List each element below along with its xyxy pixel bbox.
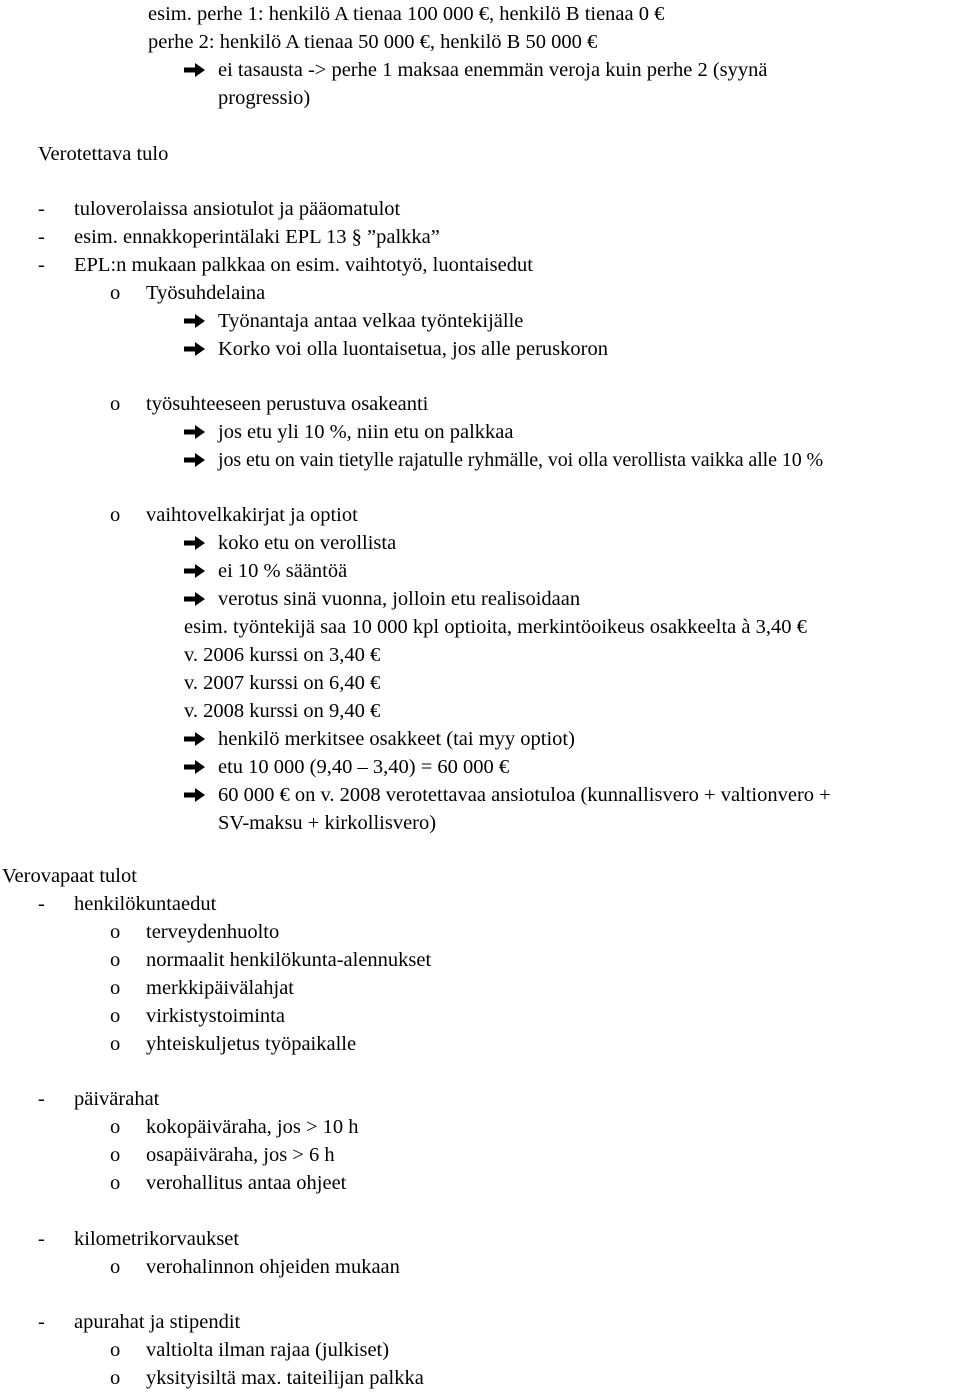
- right-arrow-icon: [184, 446, 206, 474]
- bullet-marker: o: [110, 1339, 121, 1361]
- bullet-marker: o: [110, 504, 121, 526]
- verotettava-bullet-3-arrow-2: ei 10 % sääntöä: [218, 560, 348, 582]
- right-arrow-icon: [184, 307, 206, 335]
- right-arrow-icon: [184, 529, 206, 557]
- section-heading-verovapaat: Verovapaat tulot: [2, 865, 137, 887]
- dash-marker: -: [38, 226, 45, 248]
- verotettava-bullet-2-arrow-2: jos etu on vain tietylle rajatulle ryhmälle, voi olla verollista vaikka alle 10 %: [218, 449, 824, 471]
- verovapaat-d1-item: virkistystoiminta: [146, 1005, 285, 1027]
- intro-arrow-text-cont: progressio): [218, 87, 311, 109]
- verovapaat-dash-4: apurahat ja stipendit: [74, 1311, 241, 1333]
- bullet-marker: o: [110, 1116, 121, 1138]
- verotettava-bullet-3-arrow-6-cont: SV-maksu + kirkollisvero): [218, 812, 437, 834]
- verovapaat-dash-2: päivärahat: [74, 1088, 160, 1110]
- right-arrow-icon: [184, 753, 206, 781]
- verotettava-bullet-3: vaihtovelkakirjat ja optiot: [146, 504, 358, 526]
- verovapaat-d2-item: kokopäiväraha, jos > 10 h: [146, 1116, 359, 1138]
- intro-line-1: esim. perhe 1: henkilö A tienaa 100 000 €, henkilö B tienaa 0 €: [148, 3, 665, 25]
- verovapaat-d3-item: verohalinnon ohjeiden mukaan: [146, 1256, 400, 1278]
- dash-marker: -: [38, 893, 45, 915]
- verotettava-example-line-4: v. 2008 kurssi on 9,40 €: [184, 700, 381, 722]
- dash-marker: -: [38, 1088, 45, 1110]
- verovapaat-d1-item: yhteiskuljetus työpaikalle: [146, 1033, 357, 1055]
- verotettava-example-line-1: esim. työntekijä saa 10 000 kpl optioita, merkintöoikeus osakkeelta à 3,40 €: [184, 616, 807, 638]
- bullet-marker: o: [110, 1256, 121, 1278]
- verovapaat-d4-item: yksityisiltä max. taiteilijan palkka: [146, 1367, 424, 1389]
- right-arrow-icon: [184, 418, 206, 446]
- intro-line-2: perhe 2: henkilö A tienaa 50 000 €, henkilö B 50 000 €: [148, 31, 598, 53]
- right-arrow-icon: [184, 781, 206, 809]
- verotettava-dash-3: EPL:n mukaan palkkaa on esim. vaihtotyö, luontaisedut: [74, 254, 533, 276]
- bullet-marker: o: [110, 949, 121, 971]
- verotettava-bullet-3-arrow-6: 60 000 € on v. 2008 verotettavaa ansiotuloa (kunnallisvero + valtionvero +: [218, 784, 831, 806]
- dash-marker: -: [38, 1311, 45, 1333]
- right-arrow-icon: [184, 56, 206, 84]
- right-arrow-icon: [184, 557, 206, 585]
- section-heading-verotettava: Verotettava tulo: [38, 143, 169, 165]
- right-arrow-icon: [184, 725, 206, 753]
- verovapaat-d2-item: osapäiväraha, jos > 6 h: [146, 1144, 335, 1166]
- verotettava-bullet-3-arrow-4: henkilö merkitsee osakkeet (tai myy optiot): [218, 728, 575, 750]
- intro-arrow-text: ei tasausta -> perhe 1 maksaa enemmän veroja kuin perhe 2 (syynä: [218, 59, 768, 81]
- verotettava-bullet-1-arrow-1: Työnantaja antaa velkaa työntekijälle: [218, 310, 524, 332]
- verovapaat-d1-item: terveydenhuolto: [146, 921, 280, 943]
- dash-marker: -: [38, 1228, 45, 1250]
- verotettava-bullet-3-arrow-3: verotus sinä vuonna, jolloin etu realisoidaan: [218, 588, 581, 610]
- dash-marker: -: [38, 254, 45, 276]
- verovapaat-d1-item: merkkipäivälahjat: [146, 977, 294, 999]
- bullet-marker: o: [110, 1033, 121, 1055]
- bullet-marker: o: [110, 921, 121, 943]
- verotettava-dash-1: tuloverolaissa ansiotulot ja pääomatulot: [74, 198, 401, 220]
- verotettava-example-line-3: v. 2007 kurssi on 6,40 €: [184, 672, 381, 694]
- bullet-marker: o: [110, 1144, 121, 1166]
- verotettava-bullet-2-arrow-1: jos etu yli 10 %, niin etu on palkkaa: [218, 421, 514, 443]
- verotettava-example-line-2: v. 2006 kurssi on 3,40 €: [184, 644, 381, 666]
- verovapaat-dash-3: kilometrikorvaukset: [74, 1228, 240, 1250]
- bullet-marker: o: [110, 1367, 121, 1389]
- verotettava-bullet-3-arrow-1: koko etu on verollista: [218, 532, 397, 554]
- verovapaat-dash-1: henkilökuntaedut: [74, 893, 217, 915]
- right-arrow-icon: [184, 585, 206, 613]
- verovapaat-d1-item: normaalit henkilökunta-alennukset: [146, 949, 432, 971]
- bullet-marker: o: [110, 977, 121, 999]
- bullet-marker: o: [110, 1005, 121, 1027]
- verotettava-dash-2: esim. ennakkoperintälaki EPL 13 § ”palkka”: [74, 226, 440, 248]
- bullet-marker: o: [110, 393, 121, 415]
- bullet-marker: o: [110, 282, 121, 304]
- verotettava-bullet-2: työsuhteeseen perustuva osakeanti: [146, 393, 429, 415]
- verovapaat-d4-item: valtiolta ilman rajaa (julkiset): [146, 1339, 390, 1361]
- verotettava-bullet-1-arrow-2: Korko voi olla luontaisetua, jos alle peruskoron: [218, 338, 608, 360]
- verotettava-bullet-3-arrow-5: etu 10 000 (9,40 – 3,40) = 60 000 €: [218, 756, 510, 778]
- right-arrow-icon: [184, 335, 206, 363]
- verotettava-bullet-1: Työsuhdelaina: [146, 282, 266, 304]
- bullet-marker: o: [110, 1172, 121, 1194]
- dash-marker: -: [38, 198, 45, 220]
- verovapaat-d2-item: verohallitus antaa ohjeet: [146, 1172, 347, 1194]
